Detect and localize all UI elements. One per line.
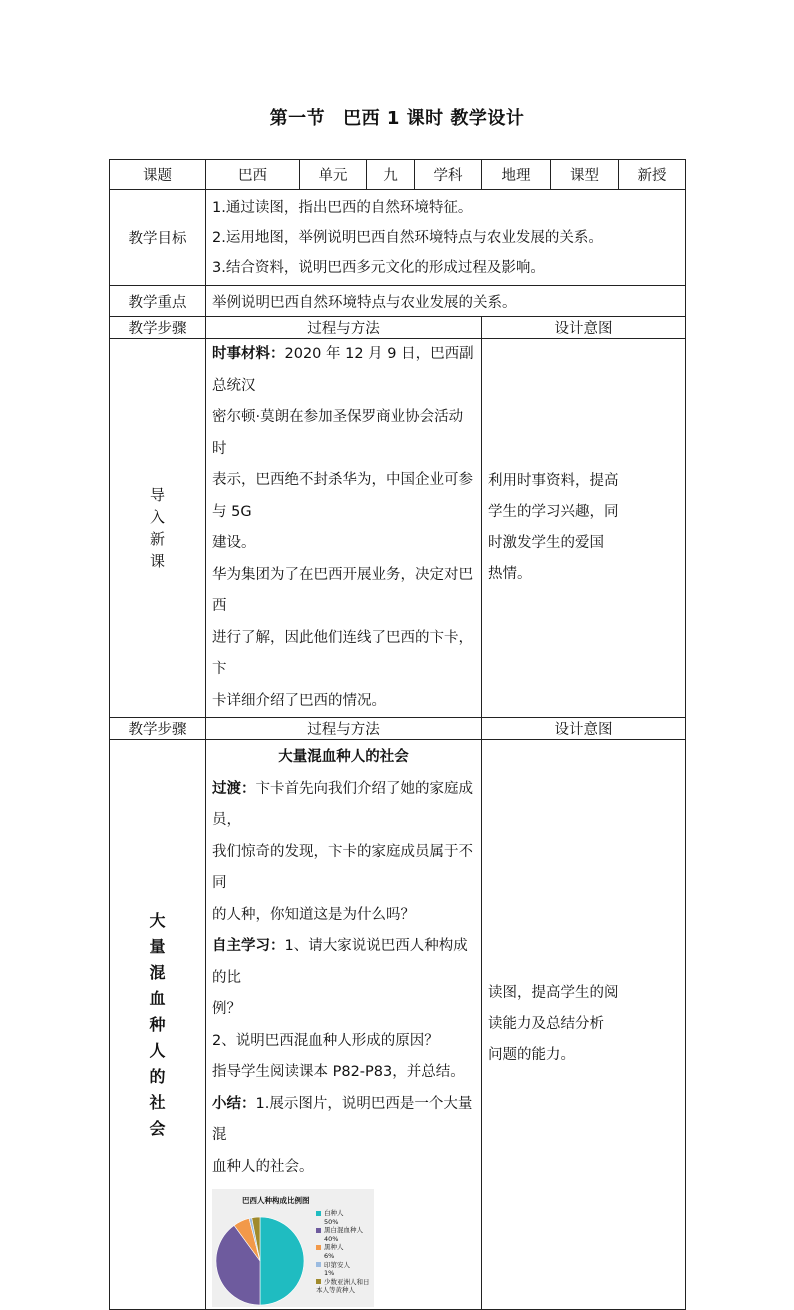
pie-slice [260, 1217, 304, 1305]
content-line: 指导学生阅读课本 P82-P83，并总结。 [212, 1064, 465, 1080]
header-cell-unit-label: 单元 [300, 160, 367, 190]
header-cell-unit: 九 [367, 160, 415, 190]
title-main: 巴西 1 课时 教学设计 [343, 108, 525, 129]
pie-svg [212, 1197, 312, 1307]
content-line: 建设。 [212, 535, 256, 551]
vertical-char: 课 [149, 552, 165, 570]
intent-line: 学生的学习兴趣，同 [488, 504, 619, 520]
intent-line: 读能力及总结分析 [488, 1016, 604, 1032]
content-line: 我们惊奇的发现，卞卡的家庭成员属于不同 [212, 843, 473, 891]
vertical-char: 导 [149, 486, 165, 504]
content-line: 表示，巴西绝不封杀华为，中国企业可参与 5G [212, 472, 473, 520]
objective-item: 2.运用地图，举例说明巴西自然环境特点与农业发展的关系。 [212, 229, 603, 246]
content-line: 密尔顿·莫朗在参加圣保罗商业协会活动时 [212, 409, 464, 457]
steps-header-col1: 教学步骤 [110, 718, 206, 740]
intro-row [110, 339, 686, 718]
vertical-char: 的 [149, 1066, 166, 1086]
vertical-char: 血 [149, 988, 166, 1008]
intro-label [110, 339, 206, 718]
steps-header-row [110, 317, 686, 339]
objectives-row [110, 190, 686, 286]
legend-label: 印第安人 [324, 1260, 350, 1269]
bold-prefix: 小结： [212, 1095, 256, 1112]
vertical-char: 种 [149, 1014, 166, 1034]
vertical-char: 入 [149, 508, 165, 526]
intro-label-text [116, 484, 199, 572]
header-cell-topic: 巴西 [206, 160, 300, 190]
section-heading: 大量混血种人的社会 [278, 749, 409, 765]
content-line: 小结：1.展示图片，说明巴西是一个大量混 [212, 1095, 473, 1143]
steps-header-col2: 过程与方法 [206, 317, 482, 339]
legend-item [316, 1243, 374, 1252]
bold-prefix: 自主学习： [212, 938, 285, 954]
header-cell-topic-label: 课题 [110, 160, 206, 190]
section-label-text [116, 908, 199, 1142]
steps-header-col3: 设计意图 [482, 718, 686, 740]
race-pie-chart [212, 1189, 374, 1307]
content-line: 华为集团为了在巴西开展业务，决定对巴西 [212, 566, 473, 614]
legend-item [316, 1261, 374, 1270]
legend-item [316, 1226, 374, 1235]
objectives-label: 教学目标 [110, 190, 206, 286]
legend-percent: 50% [324, 1217, 339, 1226]
header-row [110, 160, 686, 190]
steps-header-row-2 [110, 718, 686, 740]
legend-label: 黑白混血种人 [324, 1226, 363, 1235]
content-line: 血种人的社会。 [212, 1158, 314, 1175]
vertical-char: 会 [149, 1118, 166, 1138]
content-line: 卡详细介绍了巴西的情况。 [212, 692, 386, 709]
objective-item: 1.通过读图，指出巴西的自然环境特征。 [212, 199, 473, 216]
content-line: 例？ [212, 1001, 241, 1017]
legend-swatch [316, 1279, 321, 1284]
content-line: 过渡：卞卡首先向我们介绍了她的家庭成员， [212, 780, 473, 828]
objectives-content [206, 190, 686, 286]
intro-content [206, 339, 482, 718]
lesson-plan-table [109, 159, 686, 1310]
keypoint-row [110, 286, 686, 317]
vertical-char: 大 [149, 910, 166, 930]
vertical-char: 人 [149, 1040, 166, 1060]
content-line: 的人种，你知道这是为什么吗？ [212, 906, 415, 923]
chart-title: 巴西人种构成比例图 [242, 1196, 310, 1205]
content-line: 自主学习：1、请大家说说巴西人种构成的比 [212, 938, 468, 986]
header-cell-subject: 地理 [482, 160, 551, 190]
steps-header-col3: 设计意图 [482, 317, 686, 339]
keypoint-label: 教学重点 [110, 286, 206, 317]
page-title [0, 104, 794, 130]
intent-line: 问题的能力。 [488, 1047, 575, 1063]
legend-item [316, 1278, 374, 1295]
intent-line: 热情。 [488, 566, 532, 582]
intent-line: 读图，提高学生的阅 [488, 985, 619, 1001]
intro-intent [482, 339, 686, 718]
objective-item: 3.结合资料，说明巴西多元文化的形成过程及影响。 [212, 259, 545, 276]
legend-percent: 1% [324, 1269, 335, 1278]
vertical-char: 社 [149, 1092, 166, 1112]
legend-percent: 6% [324, 1251, 335, 1260]
steps-header-col2: 过程与方法 [206, 718, 482, 740]
bold-prefix: 过渡： [212, 780, 256, 797]
bold-prefix: 时事材料： [212, 346, 285, 362]
content-line: 进行了解，因此他们连线了巴西的卞卡，卞 [212, 629, 473, 677]
legend-label: 白种人 [324, 1209, 344, 1217]
legend-swatch [316, 1228, 321, 1233]
legend-swatch [316, 1245, 321, 1250]
section-content [206, 740, 482, 1310]
content-line: 2、说明巴西混血种人形成的原因？ [212, 1032, 439, 1049]
legend-swatch [316, 1262, 321, 1267]
intent-line: 利用时事资料，提高 [488, 473, 619, 489]
vertical-char: 量 [149, 936, 166, 956]
legend-percent: 40% [324, 1234, 339, 1243]
legend-label: 少数亚洲人和日本人等黄种人 [316, 1277, 370, 1295]
legend-label: 黑种人 [324, 1243, 344, 1252]
intent-line: 时激发学生的爱国 [488, 535, 604, 551]
legend-swatch [316, 1211, 321, 1216]
steps-header-col1: 教学步骤 [110, 317, 206, 339]
header-cell-type: 新授 [619, 160, 686, 190]
vertical-char: 混 [149, 962, 166, 982]
content-line: 时事材料：2020 年 12 月 9 日，巴西副总统汉 [212, 346, 474, 394]
vertical-char: 新 [149, 530, 165, 548]
chart-legend [316, 1209, 374, 1295]
header-cell-type-label: 课型 [551, 160, 619, 190]
legend-item [316, 1209, 374, 1218]
section-intent [482, 740, 686, 1310]
header-cell-subject-label: 学科 [415, 160, 482, 190]
section-label [110, 740, 206, 1310]
keypoint-text: 举例说明巴西自然环境特点与农业发展的关系。 [206, 286, 686, 317]
section-row [110, 740, 686, 1310]
title-section: 第一节 [269, 108, 326, 129]
